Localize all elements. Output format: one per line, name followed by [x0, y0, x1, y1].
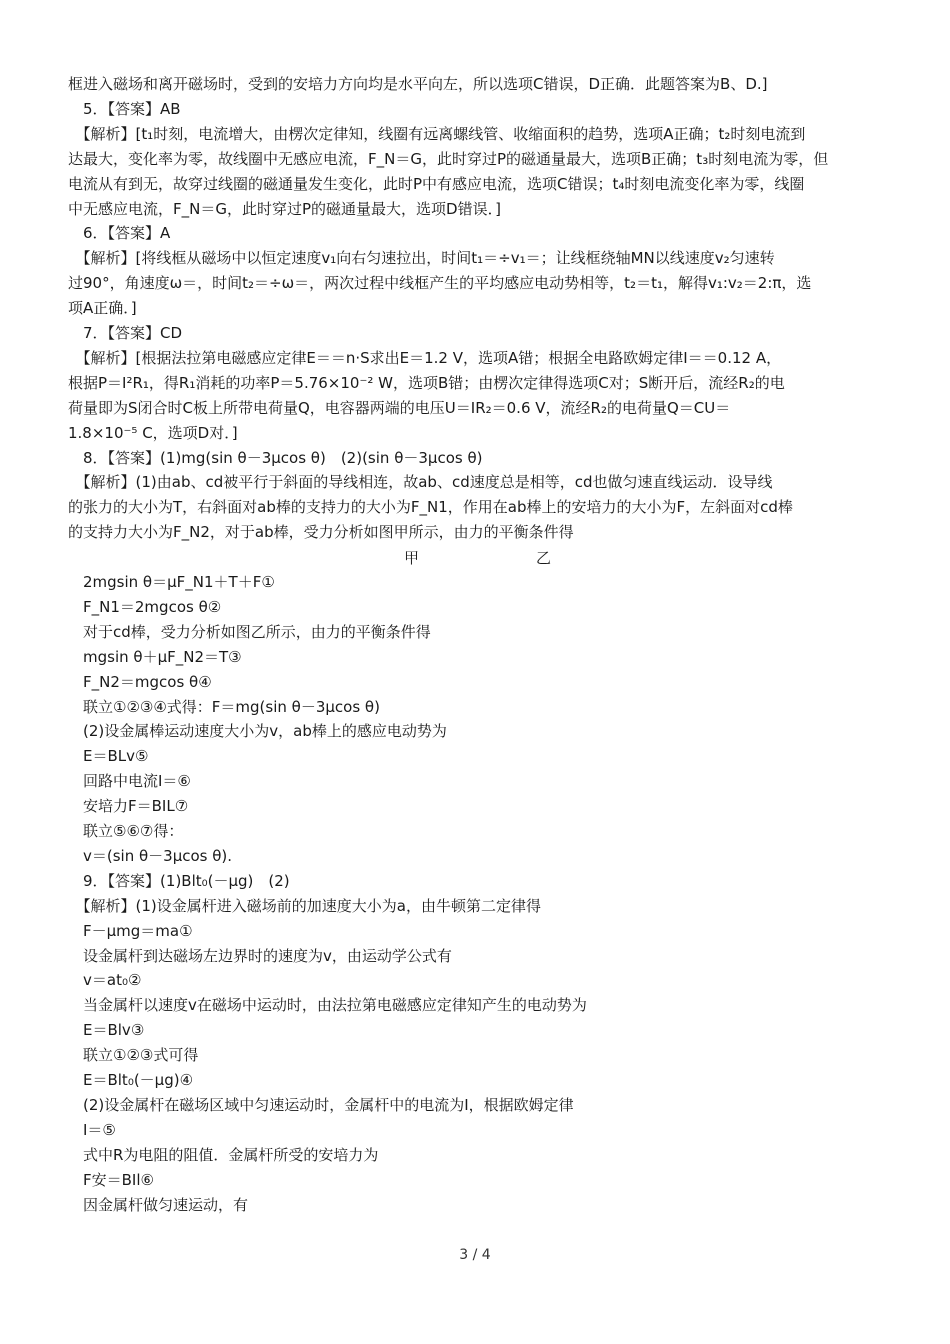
text-line: 的张力的大小为T，右斜面对ab棒的支持力的大小为F_N1，作用在ab棒上的安培力的大小为F，左斜面对cd棒 — [68, 498, 793, 517]
text-line: v＝(sin θ－3μcos θ). — [68, 846, 233, 865]
text-line: v＝at₀② — [68, 971, 142, 990]
text-line: 1.8×10⁻⁵ C，选项D对．] — [68, 423, 238, 442]
text-line: 中无感应电流，F_N＝G，此时穿过P的磁通量最大，选项D错误．] — [68, 199, 501, 218]
text-line: 对于cd棒，受力分析如图乙所示，由力的平衡条件得 — [68, 622, 431, 641]
text-line: 电流从有到无，故穿过线圈的磁通量发生变化，此时P中有感应电流，选项C错误；t₄时刻电流变化率为零，线圈 — [68, 174, 805, 193]
text-line: 回路中电流I＝⑥ — [68, 772, 191, 791]
text-line: E＝BLv⑤ — [68, 747, 149, 766]
text-line: 根据P＝I²R₁，得R₁消耗的功率P＝5.76×10⁻² W，选项B错；由楞次定律得选项C对；S断开后，流经R₂的电 — [68, 373, 785, 392]
text-line: 联立①②③④式得：F＝mg(sin θ－3μcos θ) — [68, 697, 380, 716]
figure-label-yi: 乙 — [536, 549, 552, 567]
text-line: F_N1＝2mgcos θ② — [68, 597, 222, 616]
text-line: 式中R为电阻的阻值．金属杆所受的安培力为 — [68, 1145, 379, 1164]
text-line: F－μmg＝ma① — [68, 921, 193, 940]
text-line: 联立⑤⑥⑦得： — [68, 822, 184, 840]
text-line: 框进入磁场和离开磁场时，受到的安培力方向均是水平向左，所以选项C错误，D正确．此题答案为B、D.] — [68, 75, 768, 93]
text-line: 当金属杆以速度v在磁场中运动时，由法拉第电磁感应定律知产生的电动势为 — [68, 996, 587, 1015]
text-line: (2)设金属棒运动速度大小为v，ab棒上的感应电动势为 — [68, 722, 447, 741]
text-line: 达最大，变化率为零，故线圈中无感应电流，F_N＝G，此时穿过P的磁通量最大，选项B正确；t₃时刻电流为零，但 — [68, 149, 829, 168]
text-line: I＝⑤ — [68, 1120, 116, 1139]
text-line: 2mgsin θ＝μF_N1＋T＋F① — [68, 573, 275, 591]
text-line: 过90°，角速度ω＝，时间t₂＝÷ω＝，两次过程中线框产生的平均感应电动势相等，t₂＝t₁，解得v₁:v₂＝2:π，选 — [68, 274, 812, 293]
text-line: 【解析】(1)由ab、cd被平行于斜面的导线相连，故ab、cd速度总是相等，cd也做匀速直线运动．设导线 — [68, 473, 773, 492]
text-line: 【解析】(1)设金属杆进入磁场前的加速度大小为a，由牛顿第二定律得 — [68, 896, 541, 915]
text-line: 7．【答案】CD — [68, 324, 183, 342]
text-line: 【解析】[将线框从磁场中以恒定速度v₁向右匀速拉出，时间t₁＝÷v₁＝；让线框绕轴MN以线速度v₂匀速转 — [68, 249, 775, 268]
text-line: F_N2＝mgcos θ④ — [68, 672, 212, 691]
text-line: 8．【答案】(1)mg(sin θ－3μcos θ) (2)(sin θ－3μcos θ) — [68, 448, 483, 467]
text-line: 项A正确．] — [68, 299, 137, 318]
text-line: 【解析】[t₁时刻，电流增大，由楞次定律知，线圈有远离螺线管、收缩面积的趋势，选项A正确；t₂时刻电流到 — [68, 124, 806, 143]
text-line: 的支持力大小为F_N2，对于ab棒，受力分析如图甲所示，由力的平衡条件得 — [68, 523, 574, 542]
text-line: 安培力F＝BIL⑦ — [68, 797, 189, 816]
figure-label-jia: 甲 — [404, 549, 420, 567]
text-line: 因金属杆做匀速运动，有 — [68, 1195, 249, 1214]
text-line: 9．【答案】(1)Blt₀(－μg) (2) — [68, 871, 290, 890]
text-line: 6．【答案】A — [68, 224, 171, 243]
text-line: 设金属杆到达磁场左边界时的速度为v，由运动学公式有 — [68, 946, 452, 965]
figure-labels — [0, 546, 950, 570]
text-line: 【解析】[根据法拉第电磁感应定律E＝＝n·S求出E＝1.2 V，选项A错；根据全电路欧姆定律I＝＝0.12 A， — [68, 348, 782, 367]
text-line: mgsin θ＋μF_N2＝T③ — [68, 647, 242, 666]
text-line: E＝Blt₀(－μg)④ — [68, 1071, 194, 1089]
text-line: E＝Blv③ — [68, 1021, 145, 1040]
text-line: F安＝BIl⑥ — [68, 1170, 154, 1189]
text-line: (2)设金属杆在磁场区域中匀速运动时，金属杆中的电流为I，根据欧姆定律 — [68, 1095, 574, 1114]
text-line: 5．【答案】AB — [68, 99, 181, 118]
text-line: 联立①②③式可得 — [68, 1046, 199, 1065]
page-number: 3 / 4 — [459, 1247, 491, 1263]
text-line: 荷量即为S闭合时C板上所带电荷量Q，电容器两端的电压U＝IR₂＝0.6 V，流经R₂的电荷量Q＝CU＝ — [68, 398, 731, 417]
